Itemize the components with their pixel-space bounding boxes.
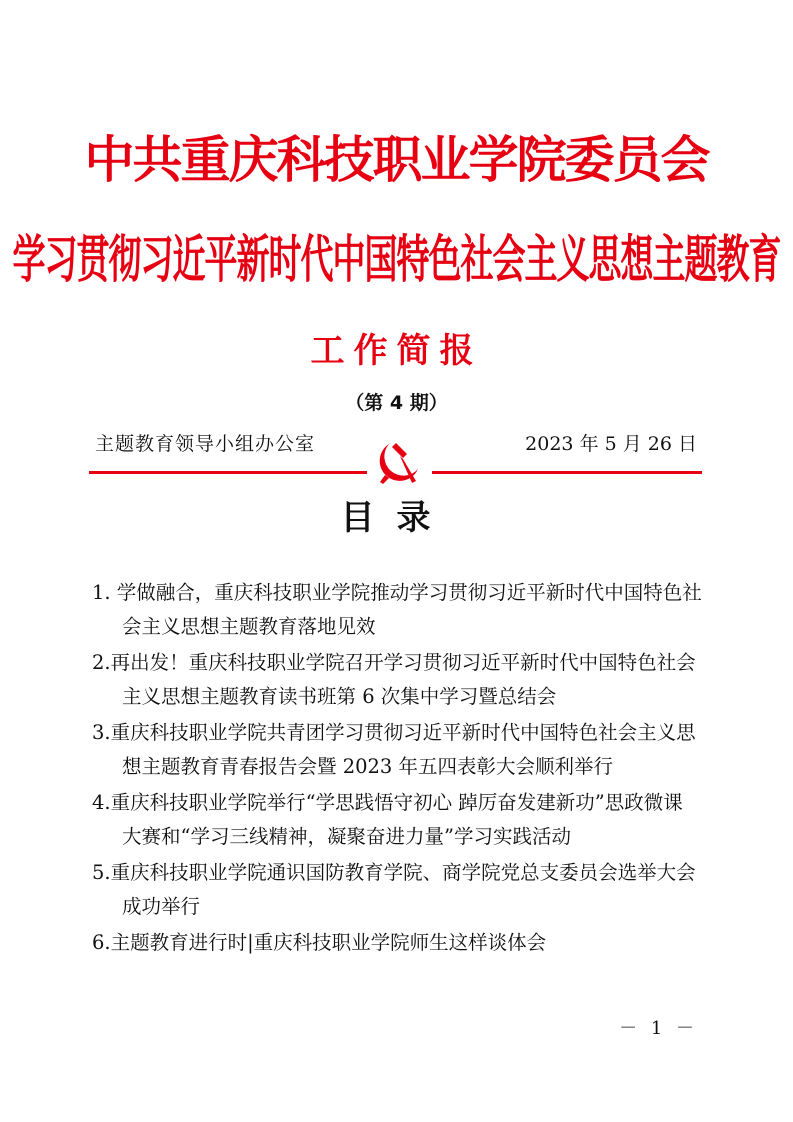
toc-item: 1. 学做融合，重庆科技职业学院推动学习贯彻习近平新时代中国特色社会主义思想主题教育落地见效 — [92, 581, 702, 638]
toc-item: 3.重庆科技职业学院共青团学习贯彻习近平新时代中国特色社会主义思想主题教育青春报告会暨 2023 年五四表彰大会顺利举行 — [92, 721, 696, 778]
issue-date: 2023 年 5 月 26 日 — [525, 433, 697, 455]
org-title: 中共重庆科技职业学院委员会 — [84, 131, 709, 189]
toc-list — [90, 576, 702, 962]
toc-title: 目录 — [340, 498, 453, 538]
toc-item: 6.主题教育进行时|重庆科技职业学院师生这样谈体会 — [92, 931, 547, 954]
header-divider-left — [89, 471, 367, 474]
party-emblem-icon — [374, 438, 424, 488]
bulletin-title: 工作简报 — [310, 331, 483, 371]
campaign-title: 学习贯彻习近平新时代中国特色社会主义思想主题教育 — [12, 229, 781, 290]
header-divider-right — [432, 471, 702, 474]
toc-item: 4.重庆科技职业学院举行“学思践悟守初心 踔厉奋发建新功”思政微课大赛和“学习三线精神，凝聚奋进力量”学习实践活动 — [92, 791, 683, 848]
issuing-office: 主题教育领导小组办公室 — [95, 433, 316, 455]
page-number: － 1 － — [619, 1018, 698, 1039]
toc-item: 5.重庆科技职业学院通识国防教育学院、商学院党总支委员会选举大会成功举行 — [92, 861, 696, 918]
issue-number: （第 4 期） — [345, 392, 448, 414]
toc-item: 2.再出发！重庆科技职业学院召开学习贯彻习近平新时代中国特色社会主义思想主题教育读书班第 6 次集中学习暨总结会 — [92, 651, 696, 708]
